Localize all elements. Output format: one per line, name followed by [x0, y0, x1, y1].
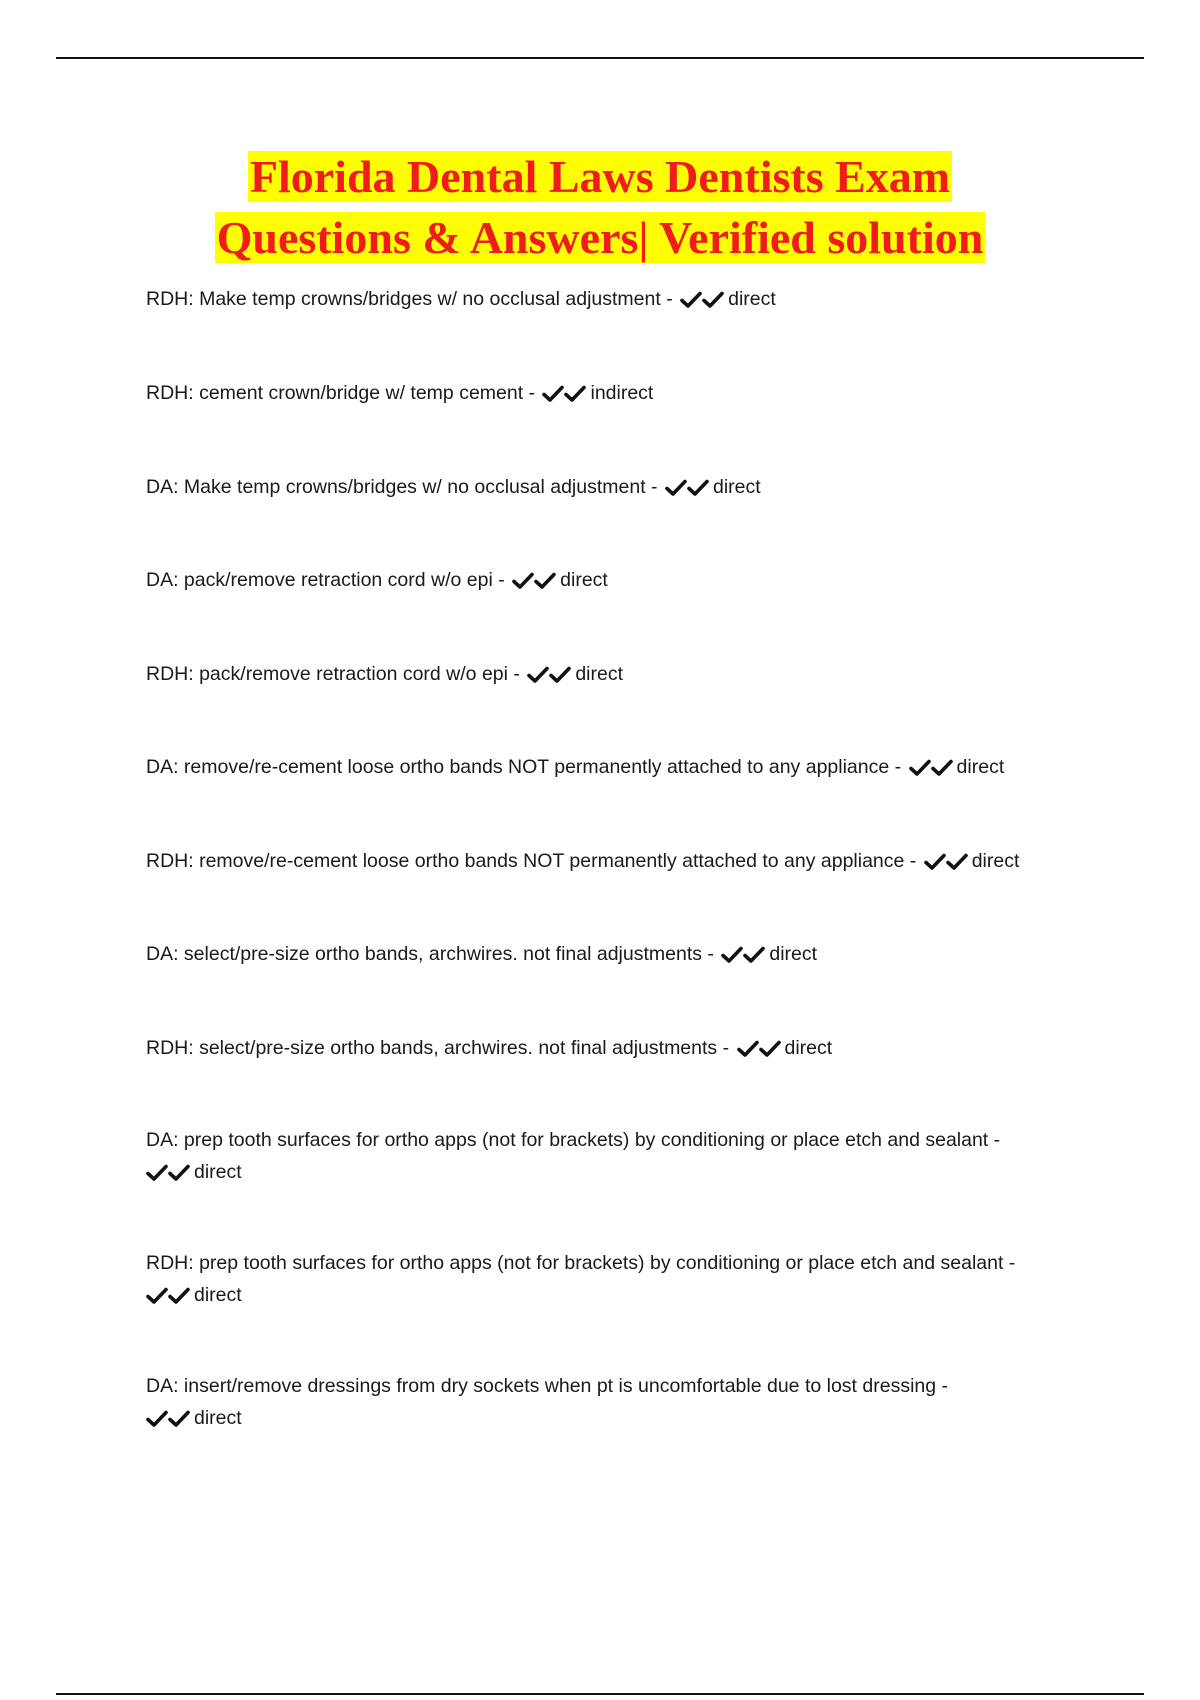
double-checkmark-icon: [527, 659, 571, 691]
answer-text: direct: [194, 1407, 242, 1429]
question-text: RDH: pack/remove retraction cord w/o epi -: [146, 663, 520, 685]
double-checkmark-icon: [146, 1280, 190, 1312]
qa-item: [146, 377, 1086, 410]
qa-item: [146, 283, 1086, 316]
double-checkmark-icon: [146, 1157, 190, 1189]
qa-item: [146, 1370, 1086, 1435]
title-line-1: Florida Dental Laws Dentists Exam: [249, 151, 951, 202]
answer-text: direct: [956, 756, 1005, 778]
answer-text: direct: [784, 1037, 833, 1059]
qa-item: [146, 658, 1086, 691]
answer-text: direct: [712, 476, 761, 498]
question-text: RDH: remove/re-cement loose ortho bands NOT permanently attached to any appliance -: [146, 850, 917, 872]
double-checkmark-icon: [542, 378, 586, 410]
double-checkmark-icon: [924, 846, 968, 878]
question-text: DA: select/pre-size ortho bands, archwires. not final adjustments -: [146, 943, 714, 965]
answer-text: direct: [971, 850, 1020, 872]
qa-item: [146, 845, 1086, 878]
qa-item: [146, 1032, 1086, 1065]
double-checkmark-icon: [737, 1033, 781, 1065]
question-text: DA: Make temp crowns/bridges w/ no occlusal adjustment -: [146, 476, 658, 498]
double-checkmark-icon: [909, 752, 953, 784]
answer-text: direct: [728, 288, 776, 310]
answer-text: direct: [560, 569, 608, 591]
double-checkmark-icon: [146, 1403, 190, 1435]
answer-text: direct: [769, 943, 818, 965]
qa-item: [146, 938, 1086, 971]
question-text: RDH: Make temp crowns/bridges w/ no occlusal adjustment -: [146, 288, 673, 310]
question-text: DA: prep tooth surfaces for ortho apps (not for brackets) by conditioning or place etch and sealant -: [146, 1129, 1001, 1151]
qa-item: [146, 1247, 1086, 1312]
double-checkmark-icon: [721, 939, 765, 971]
double-checkmark-icon: [665, 472, 709, 504]
question-text: DA: insert/remove dressings from dry sockets when pt is uncomfortable due to lost dressing -: [146, 1375, 949, 1397]
double-checkmark-icon: [512, 565, 556, 597]
qa-item: [146, 564, 1086, 597]
qa-item: [146, 1124, 1086, 1189]
double-checkmark-icon: [680, 284, 724, 316]
answer-text: direct: [194, 1284, 242, 1306]
title-line-2: Questions & Answers| Verified solution: [216, 212, 984, 263]
question-text: DA: remove/re-cement loose ortho bands NOT permanently attached to any appliance -: [146, 756, 902, 778]
answer-text: indirect: [590, 382, 654, 404]
qa-item: [146, 751, 1086, 784]
question-text: RDH: select/pre-size ortho bands, archwires. not final adjustments -: [146, 1037, 730, 1059]
answer-text: direct: [194, 1161, 242, 1183]
document-title: [0, 146, 1200, 268]
question-text: RDH: cement crown/bridge w/ temp cement -: [146, 382, 536, 404]
question-text: DA: pack/remove retraction cord w/o epi -: [146, 569, 505, 591]
answer-text: direct: [575, 663, 623, 685]
top-rule: [56, 57, 1144, 59]
qa-item: [146, 471, 1086, 504]
question-text: RDH: prep tooth surfaces for ortho apps (not for brackets) by conditioning or place etch and sealant -: [146, 1252, 1016, 1274]
bottom-rule: [56, 1693, 1144, 1695]
